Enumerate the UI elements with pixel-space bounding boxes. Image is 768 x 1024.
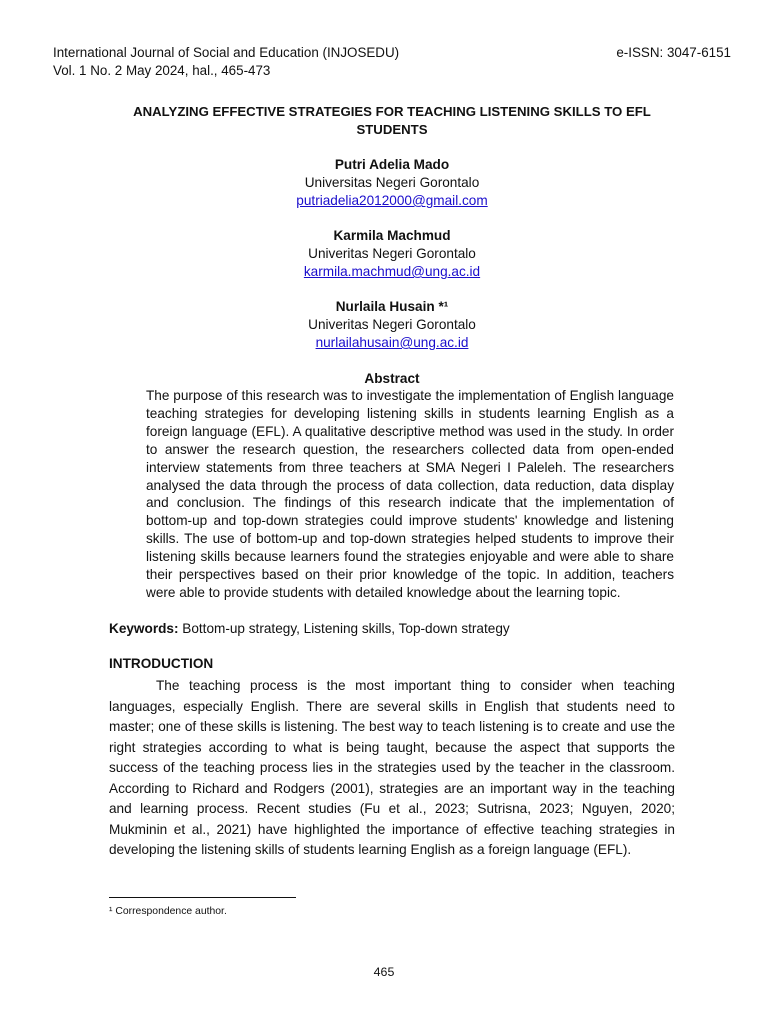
introduction-paragraph: The teaching process is the most important thing to consider when teaching languages, especially English. There are several skills in English that students need to master; one of these skills is listening. The best way to teach listening is to create and use the right strategies according to what is being taught, because the aspect that supports the success of the teaching process lies in the strategies used by the teacher in the classroom. According to Richard and Rodgers (2001), strategies are an important way in the teaching and learning process. Recent studies (Fu et al., 2023; Sutrisna, 2023; Nguyen, 2020; Mukminin et al., 2021) have highlighted the importance of effective teaching strategies in developing the listening skills of students learning English as a foreign language (EFL). bbox=[109, 678, 675, 857]
author-affiliation: Univeritas Negeri Gorontalo bbox=[308, 317, 476, 332]
author-email-link[interactable]: karmila.machmud@ung.ac.id bbox=[303, 264, 481, 279]
journal-name: International Journal of Social and Education (INJOSEDU) bbox=[53, 45, 400, 60]
section-heading-introduction: INTRODUCTION bbox=[109, 656, 214, 671]
author-name: Nurlaila Husain *¹ bbox=[335, 299, 449, 314]
keywords bbox=[109, 620, 709, 638]
author-name: Putri Adelia Mado bbox=[334, 157, 450, 172]
author-affiliation: Universitas Negeri Gorontalo bbox=[304, 175, 480, 190]
author-block bbox=[150, 298, 634, 352]
author-affiliation: Univeritas Negeri Gorontalo bbox=[308, 246, 476, 261]
author-email-link[interactable]: putriadelia2012000@gmail.com bbox=[296, 193, 488, 208]
footnote-divider bbox=[109, 897, 296, 898]
author-block bbox=[150, 227, 634, 281]
author-email-link[interactable]: nurlailahusain@ung.ac.id bbox=[315, 335, 469, 350]
page-number: 465 bbox=[373, 965, 395, 979]
author-block bbox=[150, 156, 634, 210]
abstract-heading: Abstract bbox=[364, 371, 420, 386]
volume-info: Vol. 1 No. 2 May 2024, hal., 465-473 bbox=[53, 63, 271, 78]
author-name: Karmila Machmud bbox=[333, 228, 451, 243]
issn: e-ISSN: 3047-6151 bbox=[616, 45, 731, 60]
keywords-text: Bottom-up strategy, Listening skills, Top-down strategy bbox=[178, 621, 510, 636]
paper-title: ANALYZING EFFECTIVE STRATEGIES FOR TEACHING LISTENING SKILLS TO EFL STUDENTS bbox=[133, 104, 651, 137]
keywords-label: Keywords: bbox=[109, 621, 179, 636]
footnote: ¹ Correspondence author. bbox=[109, 906, 227, 917]
abstract-text: The purpose of this research was to investigate the implementation of English language teaching strategies for developing listening skills in students learning English as a foreign language (EFL). A qualitative descriptive method was used in the study. In order to answer the research question, the researchers collected data from open-ended interview statements from three teachers at SMA Negeri I Paleleh. The researchers analysed the data through the process of data collection, data reduction, data display and conclusion. The findings of this research indicate that the implementation of bottom-up and top-down strategies could improve students' knowledge and listening skills. The use of bottom-up and top-down strategies helped students to improve their listening skills because learners found the strategies enjoyable and were able to share their perspectives based on their prior knowledge of the topic. In addition, teachers were able to provide students with detailed knowledge about the learning topic. bbox=[146, 388, 674, 600]
running-header bbox=[53, 44, 573, 80]
